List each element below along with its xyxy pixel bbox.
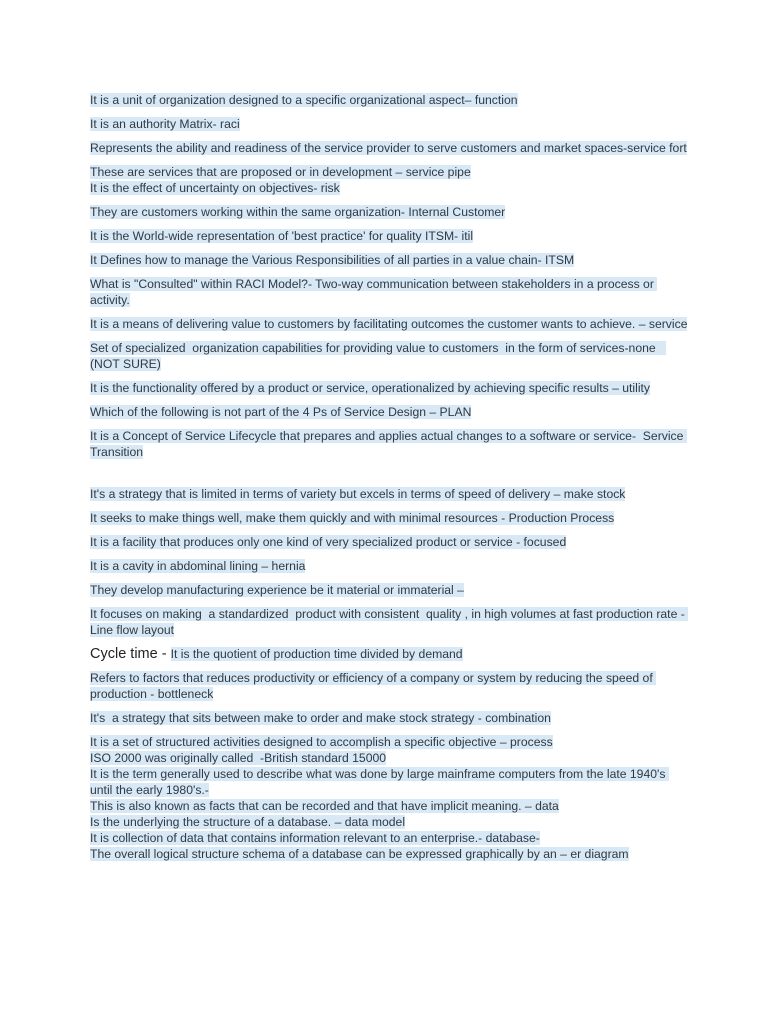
paragraph: It is the effect of uncertainty on objectives- risk xyxy=(90,181,340,195)
paragraph: It is a Concept of Service Lifecycle that prepares and applies actual changes to a software or service- Service Transition xyxy=(90,429,687,459)
paragraph: It's a strategy that is limited in terms of variety but excels in terms of speed of delivery – make stock xyxy=(90,487,626,501)
paragraph: It is a cavity in abdominal lining – hernia xyxy=(90,559,306,573)
paragraph: It is collection of data that contains information relevant to an enterprise.- database- xyxy=(90,831,540,845)
paragraph: ISO 2000 was originally called -British standard 15000 xyxy=(90,751,387,765)
paragraph: Represents the ability and readiness of the service provider to serve customers and market spaces-service fort xyxy=(90,141,687,155)
paragraph: Cycle time - It is the quotient of production time divided by demand xyxy=(90,646,463,662)
paragraph: It Defines how to manage the Various Responsibilities of all parties in a value chain- ITSM xyxy=(90,253,575,267)
paragraph: It is the functionality offered by a product or service, operationalized by achieving specific results – utility xyxy=(90,381,651,395)
paragraph: Which of the following is not part of the 4 Ps of Service Design – PLAN xyxy=(90,405,472,419)
paragraph: These are services that are proposed or in development – service pipe xyxy=(90,165,471,179)
paragraph: It's a strategy that sits between make to order and make stock strategy - combination xyxy=(90,711,551,725)
paragraph: It is a unit of organization designed to a specific organizational aspect– function xyxy=(90,93,518,107)
paragraph: It seeks to make things well, make them quickly and with minimal resources - Production Process xyxy=(90,511,615,525)
document-body xyxy=(90,92,690,862)
paragraph: It is a facility that produces only one kind of very specialized product or service - focused xyxy=(90,535,567,549)
paragraph: This is also known as facts that can be recorded and that have implicit meaning. – data xyxy=(90,799,559,813)
cycle-time-term: Cycle time - xyxy=(90,646,171,662)
paragraph: Set of specialized organization capabilities for providing value to customers in the form of services-none (NOT SURE) xyxy=(90,341,666,371)
paragraph: The overall logical structure schema of a database can be expressed graphically by an – er diagram xyxy=(90,847,629,861)
paragraph: They develop manufacturing experience be it material or immaterial – xyxy=(90,583,464,597)
paragraph: It is a means of delivering value to customers by facilitating outcomes the customer wants to achieve. – service xyxy=(90,317,688,331)
paragraph: Is the underlying the structure of a database. – data model xyxy=(90,815,406,829)
paragraph: It focuses on making a standardized product with consistent quality , in high volumes at fast production rate - Line flow layout xyxy=(90,607,689,637)
paragraph: It is the term generally used to describe what was done by large mainframe computers from the late 1940's until the early 1980's.- xyxy=(90,767,669,797)
paragraph: Refers to factors that reduces productivity or efficiency of a company or system by reducing the speed of production - bottleneck xyxy=(90,671,657,701)
paragraph: They are customers working within the same organization- Internal Customer xyxy=(90,205,506,219)
paragraph: It is the World-wide representation of 'best practice' for quality ITSM- itil xyxy=(90,229,474,243)
paragraph: It is an authority Matrix- raci xyxy=(90,117,240,131)
paragraph: It is a set of structured activities designed to accomplish a specific objective – process xyxy=(90,735,553,749)
paragraph: What is "Consulted" within RACI Model?- Two-way communication between stakeholders in a process or activity. xyxy=(90,277,658,307)
